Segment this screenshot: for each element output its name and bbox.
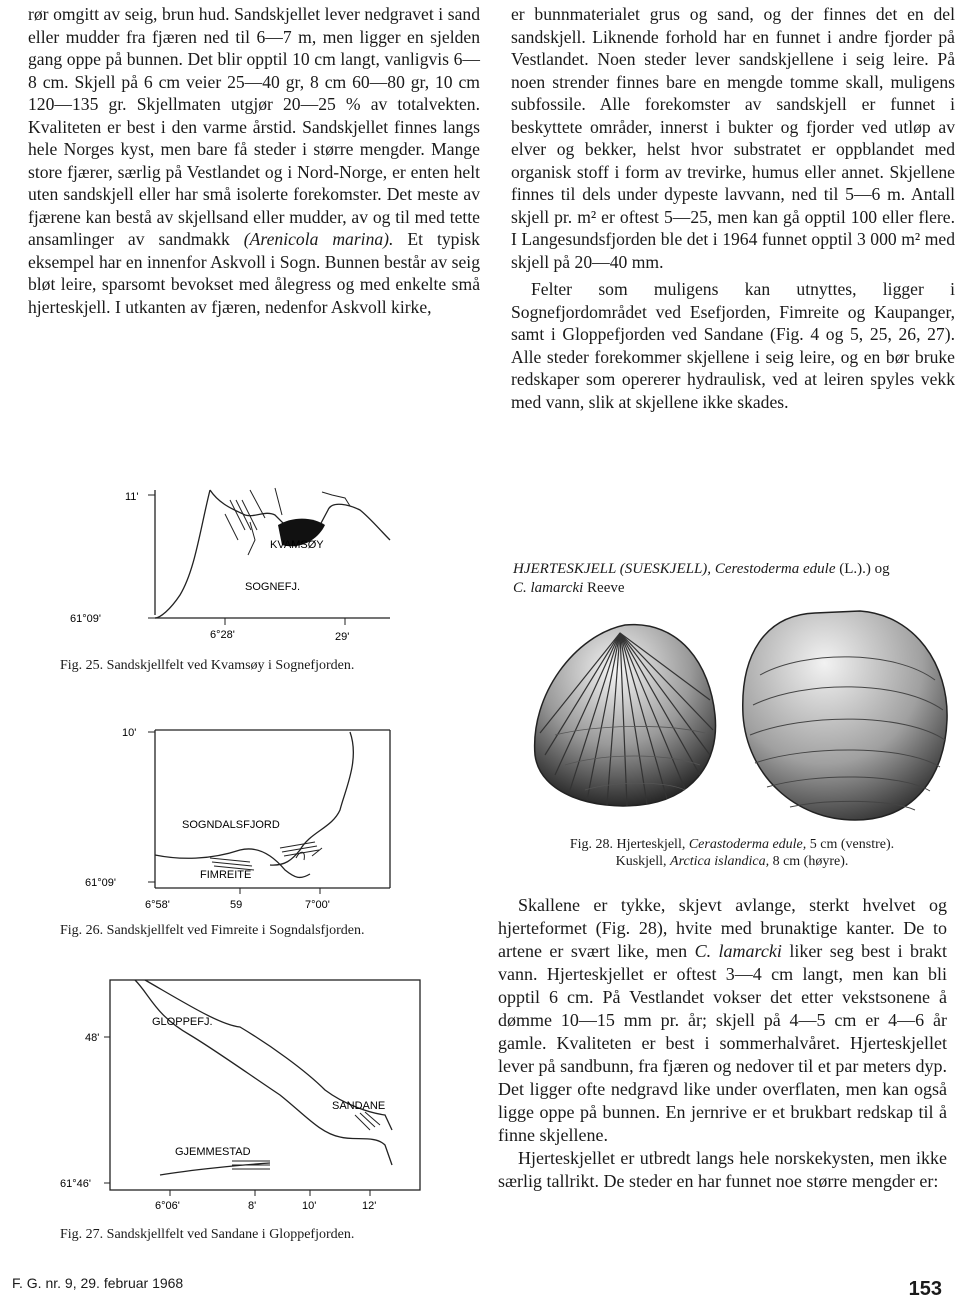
right-column-top-text [511, 3, 955, 413]
fig26-fjord-label: SOGNDALSFJORD [182, 819, 280, 831]
fig25-island-label: KVAMSØY [270, 539, 324, 551]
journal-reference: F. G. nr. 9, 29. februar 1968 [12, 1275, 184, 1291]
fig27-map [40, 965, 460, 1215]
fig26-caption: Fig. 26. Sandskjellfelt ved Fimreite i Sogndalsfjorden. [60, 923, 365, 938]
fig26-lon-b-label: 59 [230, 899, 243, 911]
right-bottom-paragraph-2: Hjerteskjellet er utbredt langs hele norskekysten, men ikke særlig tallrikt. De steder en har funnet noe større mengder er: [498, 1148, 947, 1191]
fig27-lat-min-label: 48' [85, 1032, 100, 1044]
right-paragraph-2: Felter som muligens kan utnyttes, ligger i Sognefjordområdet ved Esefjorden, Fimreite og Kaupanger, samt i Gloppefjorden ved Sandane (Fig. 4 og 5, 25, 26, 27). Alle steder forekommer skjellene i seig leire, og en bør bruke redskaper som opererer hydraulisk, ved at leiren spyles vekk med vann, slik at skjellene ikke skades. [511, 279, 955, 412]
quahog-shell [743, 611, 947, 820]
fig26-lon-a-label: 6°58' [145, 899, 170, 911]
fig25-lon-a-label: 6°28' [210, 629, 235, 641]
shell-illustrations [515, 605, 955, 830]
fig27-lat-label: 61°46' [60, 1178, 91, 1190]
fig28-caption: Fig. 28. Hjerteskjell, Cerastoderma edule, 5 cm (venstre). Kuskjell, Arctica islandica, 8 cm (høyre). [569, 837, 895, 869]
fig26-map [60, 710, 480, 920]
fig25-lon-b-label: 29' [335, 631, 350, 643]
fig27-lon-b-label: 8' [248, 1200, 257, 1212]
fig27-lon-a-label: 6°06' [155, 1200, 180, 1212]
fig27-lon-c-label: 10' [302, 1200, 317, 1212]
fig25-caption: Fig. 25. Sandskjellfelt ved Kvamsøy i Sognefjorden. [60, 658, 355, 673]
fig25-lat-label: 61°09' [70, 613, 101, 625]
fig26-lon-c-label: 7°00' [305, 899, 330, 911]
left-paragraph: rør omgitt av seig, brun hud. Sandskjellet lever nedgravet i sand eller mudder fra fjæren ned til 6—7 m, men ligger en sjelden gang oppe på bunnen. Det blir opptil 10 cm langt, vanligvis 6—8 cm. Skjell på 6 cm veier 25—40 gr, 8 cm 60—80 gr, 10 cm 120—135 gr. Skjellmaten utgjør 20—25 % av totalvekten. Kvaliteten er best i den varme årstid. Sandskjellet finnes langs hele Norges kyst, men bare få steder i større mengder. Mange store fjærer, særlig på Vestlandet og i Nord-Norge, er enten helt uten sandskjell eller har små isolerte forekomster. Det meste av fjærene kan bestå av skjellsand eller mudder, av og til med tette ansamlinger av sandmakk (Arenicola marina). Et typisk eksempel har en innenfor Askvoll i Sogn. Bunnen består av seig bløt leire, sparsomt bevokset med ålegress og med enkelte små hjerteskjell. I utkanten av fjæren, nedenfor Askvoll kirke, [28, 4, 480, 317]
fig27-caption: Fig. 27. Sandskjellfelt ved Sandane i Gloppefjorden. [60, 1227, 355, 1242]
fig26-lat-label: 61°09' [85, 877, 116, 889]
fig25-lon-min-label: 11' [125, 491, 139, 503]
right-column-bottom-text [498, 894, 947, 1193]
right-bottom-paragraph-1: Skallene er tykke, skjevt avlange, sterkt hvelvet og hjerteformet (Fig. 28), hvite med brunaktige kanter. De to artene er svært like, men C. lamarcki liker seg best i brakt vann. Hjerteskjellet er oftest 3—4 cm langt, men kan bli opptil 6 cm. På Vestlandet vokser det etter vekstsonene å dømme 10—15 mm pr. år; skjell på 4—5 cm er 4—6 år gamle. Kvaliteten er best i sommerhalvåret. Hjerteskjellet lever på sandbunn, fra fjæren og nedover til et par meters dyp. Det ligger ofte nedgravd like under overflaten, men kan også ligge oppe på bunnen. En jernrive er et brukbart redskap til å finne skjellene. [498, 895, 948, 1145]
fig26-lat-min-label: 10' [122, 727, 137, 739]
cockle-shell [535, 625, 716, 806]
right-paragraph-1: er bunnmaterialet grus og sand, og der finnes det en del sandskjell. Liknende forhold har en funnet i andre fjorder på Vestlandet. Noen steder lever sandskjellene i seig leire. På noen strender finnes bare en mengde tomme skall, muligens subfossile. Alle forekomster av sandskjell er funnet i beskyttete områder, innerst i bukter og fjorder ved utløp av elver og bekker, helst hvor substratet er oppblandet med organisk stoff i form av trevirke, humus eller annet. Skjellene finnes til dels under dypeste lavvann, ned til 5—6 m. Antall skjell pr. m² er oftest 5—25, men kan gå opptil 100 eller flere. I Langesundsfjorden ble det i 1964 funnet opptil 3 000 m² med skjell på 20—40 mm. [511, 4, 955, 272]
fig25-map [60, 470, 480, 655]
left-column-text [28, 3, 480, 318]
fig27-place-b-label: GJEMMESTAD [175, 1146, 251, 1158]
fig27-place-a-label: SANDANE [332, 1100, 386, 1112]
fig27-lon-d-label: 12' [362, 1200, 377, 1212]
species-heading: HJERTESKJELL (SUESKJELL), Cerestoderma edule (L.).) og C. lamarcki Reeve [513, 561, 890, 596]
fig26-place-label: FIMREITE [200, 869, 252, 881]
fig27-fjord-label: GLOPPEFJ. [152, 1016, 213, 1028]
page-number: 153 [908, 1278, 942, 1300]
fig25-fjord-label: SOGNEFJ. [245, 581, 301, 593]
